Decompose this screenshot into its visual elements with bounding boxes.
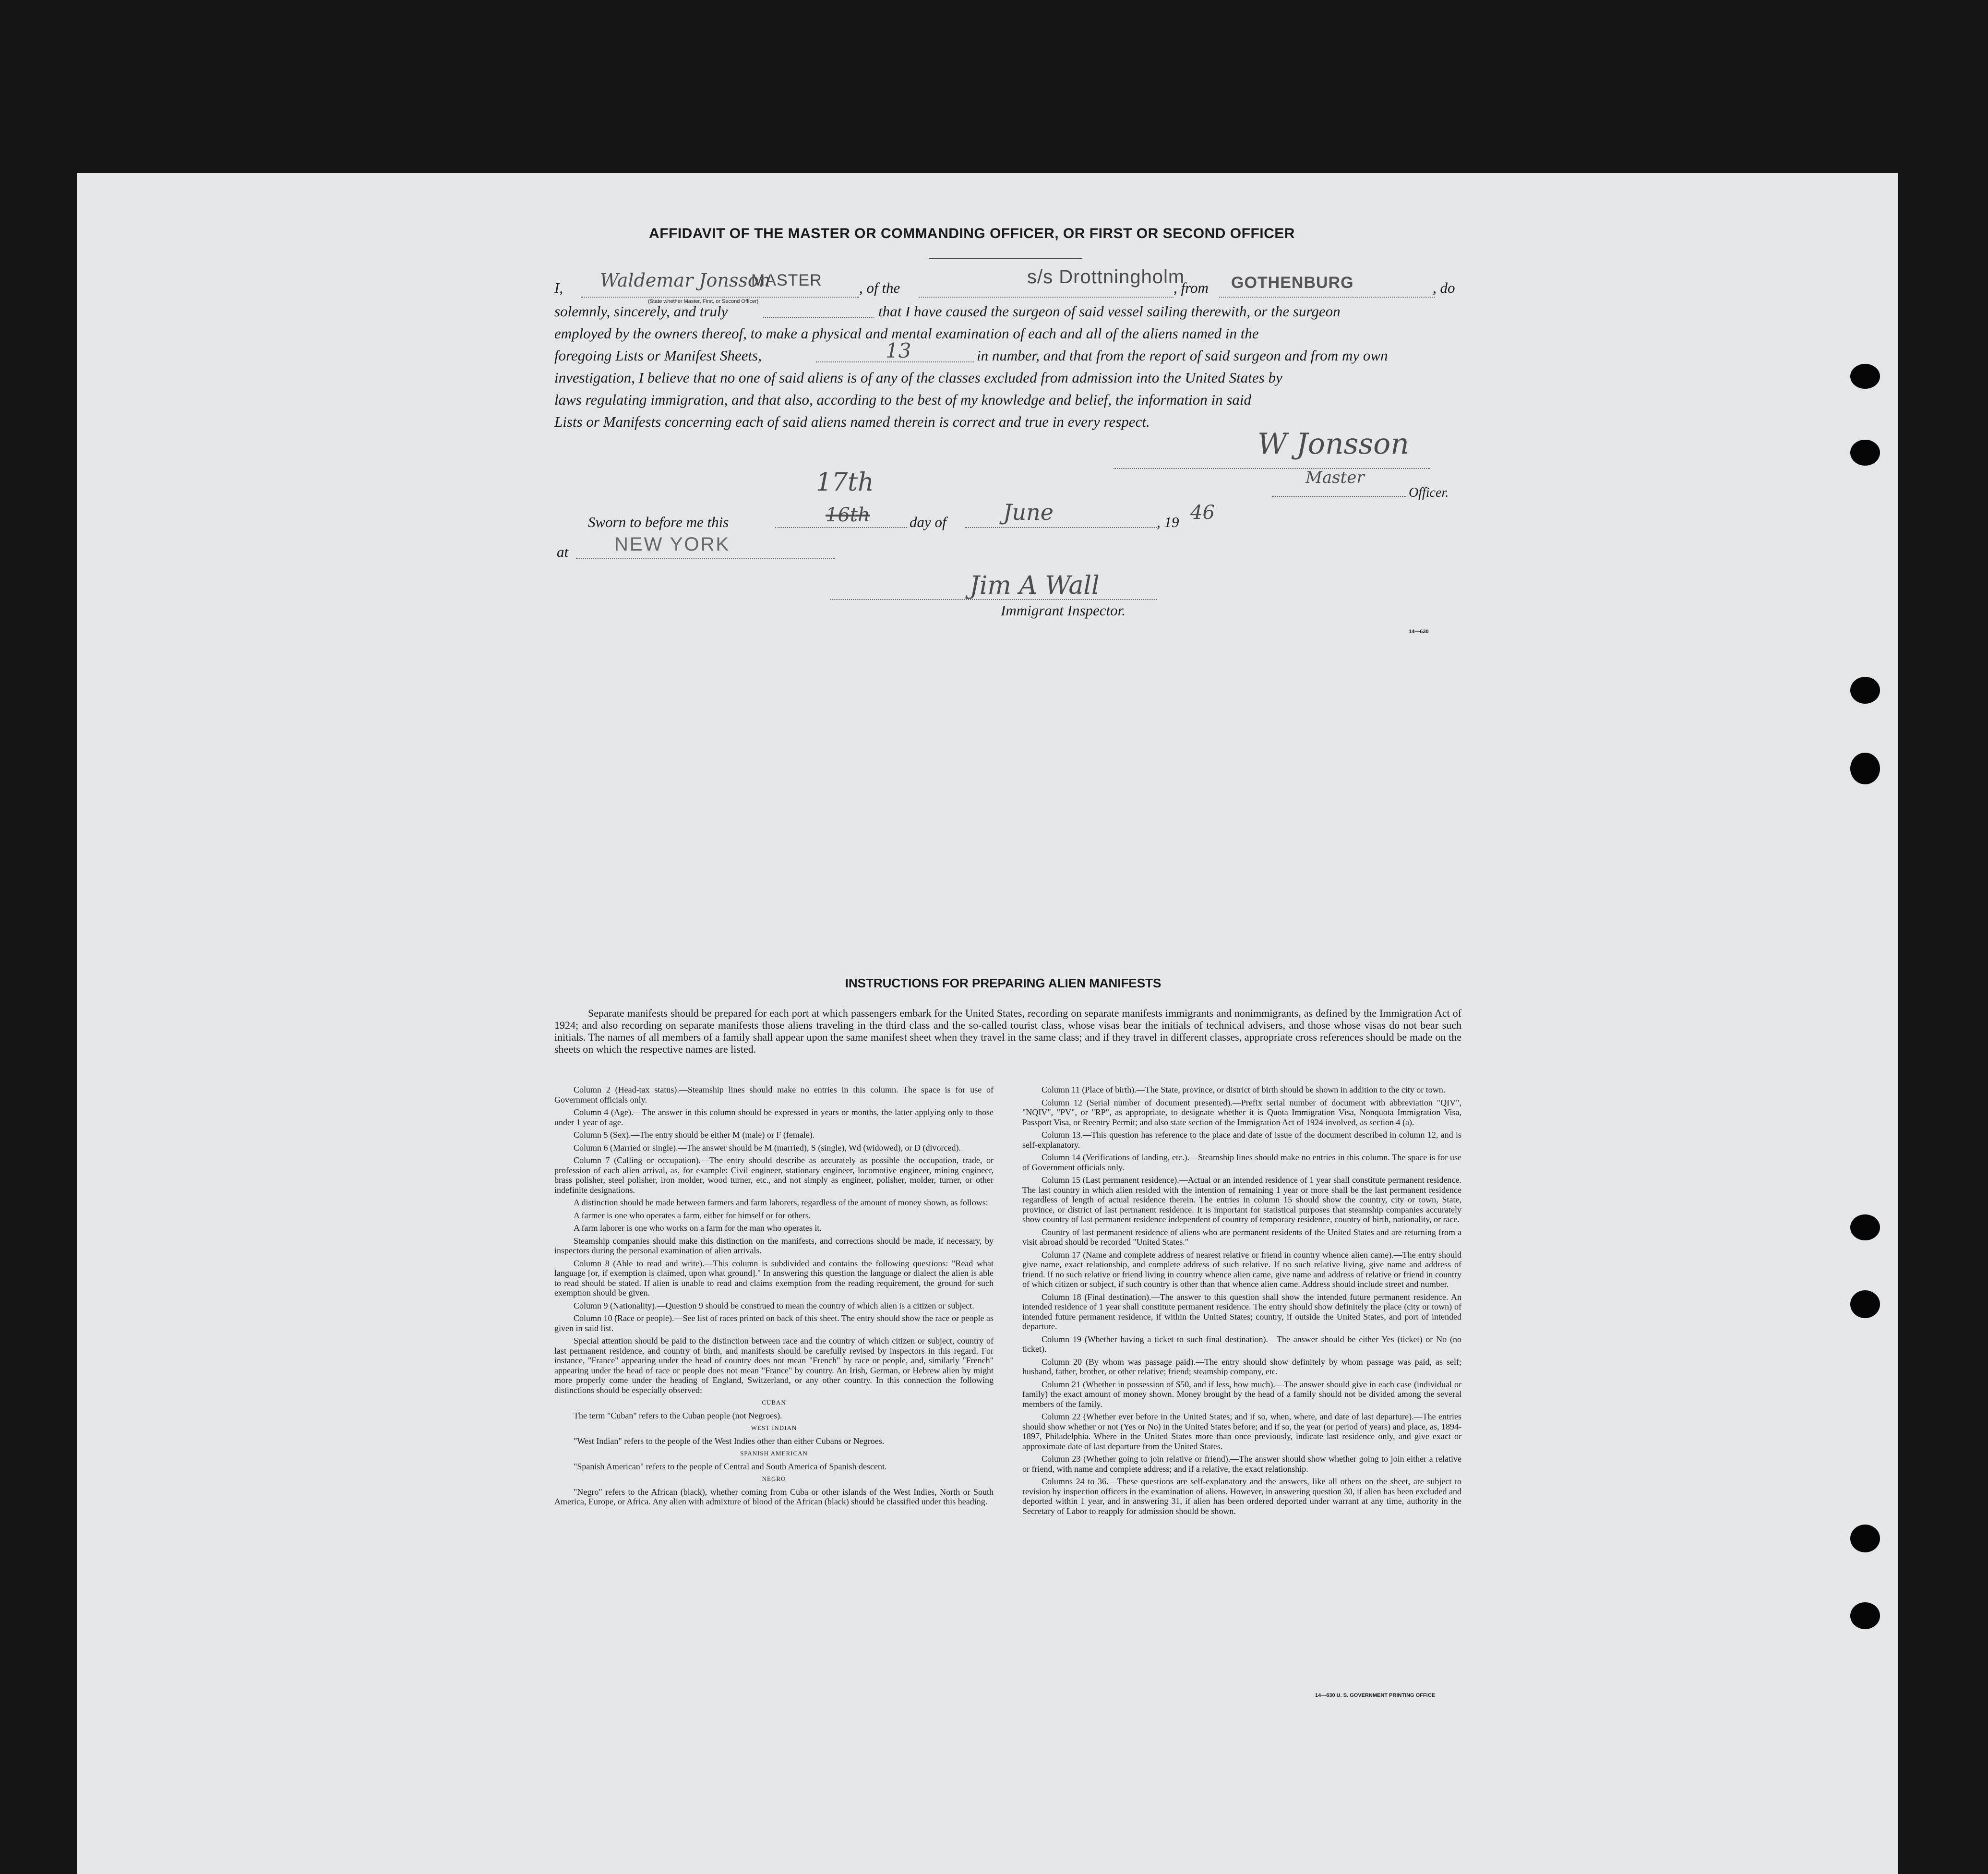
instructions-right-column [1022,1085,1461,1519]
line2b: that I have caused the surgeon of said vessel sailing therewith, or the surgeon [878,303,1341,320]
col19-text: Column 19 (Whether having a ticket to such final destination).—The answer should be either Yes (ticket) or No (no ticket). [1022,1334,1461,1354]
punch-hole [1850,1290,1880,1318]
line4b: in number, and that from the report of said surgeon and from my own [977,347,1388,364]
officer-label: Officer. [1409,485,1449,500]
col9-text: Column 9 (Nationality).—Question 9 should be construed to mean the country of which alien is a citizen or subject. [574,1300,974,1310]
form-code: 14—630 [1409,629,1429,635]
day-line [775,527,907,528]
instructions-left-column [554,1085,994,1510]
rank-note: (State whether Master, First, or Second Officer) [648,299,759,304]
col18-text: Column 18 (Final destination).—The answer to this question shall show the intended future permanent residence. An intended residence of 1 year shall constitute permanent residence. The entry should show definitely the place (city or town) of intended future permanent residence, if within the United States; country, if outside the United States, and port of intended departure. [1022,1292,1461,1331]
west-indian-heading: WEST INDIAN [751,1424,797,1431]
at-label: at [557,543,569,560]
punch-hole [1850,1525,1880,1552]
master-title-handwriting: Master [1305,468,1365,487]
sheets-line [816,361,974,362]
west-indian-text: "West Indian" refers to the people of the West Indies other than either Cubans or Negroes. [574,1436,885,1446]
vessel-line [919,297,1174,298]
master-signature-line [1114,468,1430,469]
col17-text: Column 17 (Name and complete address of nearest relative or friend in country whence alien came).—The entry should give name, exact relationship, and complete address of such relative. If no such relative living, give name and address of friend. If no such relative or friend living in country whence alien came, give name and address of relative or friend in country of which citizen or subject, if such country is other than that whence alien came. Address should include street and number. [1022,1249,1461,1289]
punch-hole [1850,440,1880,466]
col5-text: Column 5 (Sex).—The entry should be either M (male) or F (female). [574,1130,815,1140]
sworn-label: Sworn to before me this [588,514,729,530]
instructions-intro: Separate manifests should be prepared for each port at which passengers embark for the United States, recording on separate manifests immigrants and nonimmigrants, as defined by the Immigration Act of 1924; and also recording on separate manifests those aliens traveling in the third class and the so-called tourist class, whose visas bear the initials of technical advisers, and those whose visas do not bear such initials. The names of all members of a family shall appear upon the same manifest sheet when they travel in the same class; and if they travel in different classes, appropriate cross references should be made on the sheets on which the respective names are listed. [554,1007,1461,1055]
cuban-heading: CUBAN [762,1399,786,1406]
col21-text: Column 21 (Whether in possession of $50, and if less, how much).—The answer should give in each case (individual or family) the exact amount of money shown. Money brought by the head of a family should not be divided among the several members of the family. [1022,1379,1461,1409]
punch-hole [1850,753,1880,784]
gpo-footer: 14—630 U. S. GOVERNMENT PRINTING OFFICE [1315,1693,1435,1698]
place-line [576,558,835,559]
col8-text: Column 8 (Able to read and write).—This column is subdivided and contains the following questions: "Read what language [or, if exemption is claimed, upon what ground]." In answering this question the language or dialect the alien is able to read should be stated. If alien is unable to read and claims exemption from the reading requirement, the ground for such exemption should be given. [554,1258,994,1297]
country-residence-text: Country of last permanent residence of aliens who are permanent residents of the United States and are returning from a visit abroad should be recorded "United States." [1022,1227,1461,1247]
day-handwriting: 17th [816,468,874,497]
from-label: , from [1174,279,1209,296]
col15-text: Column 15 (Last permanent residence).—Actual or an intended residence of 1 year shall constitute permanent residence. The last country in which alien resided with the intention of remaining 1 year or more shall be the last permanent residence regardless of length of actual residence therein. The entries in column 15 should show the country, city or town, State, province, or district of last permanent residence. It is important for statistical purposes that steamship companies accurately show country of last permanent residence independent of country of temporary residence, country of birth, nationality, or race. [1022,1175,1461,1224]
port-line [1219,297,1435,298]
col6-text: Column 6 (Married or single).—The answer should be M (married), S (single), Wd (widowed), or D (divorced). [574,1142,961,1153]
signer-handwriting: Waldemar Jonsson [600,270,771,291]
day-crossed: 16th [826,504,870,526]
place-stamp: NEW YORK [614,534,731,555]
day-of-label: day of [910,514,946,530]
punch-hole [1850,1214,1880,1240]
col11-text: Column 11 (Place of birth).—The State, province, or district of birth should be shown in addition to the city or town. [1042,1085,1446,1094]
line2-blank [763,317,874,318]
negro-heading: NEGRO [762,1475,786,1482]
race-attention-text: Special attention should be paid to the distinction between race and the country of which citizen or subject, country of last permanent residence, and country of birth, and manifests should be carefully revised by inspectors in this regard. For instance, "France" appearing under the head of country does not mean "French" by race or people, and, similarly "French" appearing under the head of race or people does not mean "France" by country. An Irish, German, or Hebrew alien by might more properly come under the heading of England, Switzerland, or any other country. In this connection the following distinctions should be especially observed: [554,1336,994,1395]
farmer-text: A farmer is one who operates a farm, either for himself or for others. [574,1210,811,1220]
master-signature: W Jonsson [1257,427,1409,461]
title-rule [929,258,1082,259]
col4-text: Column 4 (Age).—The answer in this column should be expressed in years or months, the latter applying only to those under 1 year of age. [554,1107,994,1127]
punch-hole [1850,677,1880,704]
farm-distinction-text: A distinction should be made between farmers and farm laborers, regardless of the amount of money shown, as follows: [574,1198,988,1207]
cuban-text: The term "Cuban" refers to the Cuban people (not Negroes). [574,1410,782,1420]
line6: laws regulating immigration, and that also, according to the best of my knowledge and belief, the information in said [554,391,1252,408]
line4a: foregoing Lists or Manifest Sheets, [554,347,762,364]
year-handwriting: 46 [1190,502,1215,524]
col14-text: Column 14 (Verifications of landing, etc.).—Steamship lines should make no entries in this column. The space is for use of Government officials only. [1022,1153,1461,1172]
col10-text: Column 10 (Race or people).—See list of races printed on back of this sheet. The entry should show the race or people as given in said list. [554,1313,994,1333]
inspector-label: Immigrant Inspector. [1001,602,1126,619]
col13-text: Column 13.—This question has reference to the place and date of issue of the document described in column 12, and is self-explanatory. [1022,1130,1461,1150]
officer-line [1272,496,1406,497]
col23-text: Column 23 (Whether going to join relative or friend).—The answer should show whether going to join either a relative or friend, with name and complete address; and if a relative, the exact relationship. [1022,1454,1461,1474]
inspector-signature: Jim A Wall [970,571,1100,600]
punch-hole [1850,364,1880,389]
affidavit-title: AFFIDAVIT OF THE MASTER OR COMMANDING OFFICER, OR FIRST OR SECOND OFFICER [649,226,1295,241]
sheets-count: 13 [886,339,911,362]
farm-laborer-text: A farm laborer is one who works on a farm for the man who operates it. [574,1223,822,1233]
line2a: solemnly, sincerely, and truly [554,303,728,320]
punch-hole [1850,1602,1880,1629]
signer-line [581,297,859,298]
spanish-american-text: "Spanish American" refers to the people of Central and South America of Spanish descent. [574,1461,887,1471]
line-i: I, [554,279,563,296]
col24-36-text: Columns 24 to 36.—These questions are self-explanatory and the answers, like all others on the sheet, are subject to revision by inspection officers in the examination of aliens. However, in answering question 30, if alien has been excluded and deported within 1 year, and in answering 31, if alien has been ordered deported under warrant at any time, authority in the Secretary of Labor to reapply for admission should be shown. [1022,1477,1461,1516]
rank-stamp: MASTER [751,271,822,289]
line3: employed by the owners thereof, to make a physical and mental examination of each and all of the aliens named in the [554,325,1259,342]
line7: Lists or Manifests concerning each of said aliens named therein is correct and true in every respect. [554,413,1150,430]
negro-text: "Negro" refers to the African (black), whether coming from Cuba or other islands of the West Indies, North or South America, Europe, or Africa. Any alien with admixture of blood of the African (black) should be classified under this heading. [554,1487,994,1506]
do-label: , do [1433,279,1455,296]
instructions-title: INSTRUCTIONS FOR PREPARING ALIEN MANIFESTS [845,976,1162,990]
spanish-american-heading: SPANISH AMERICAN [740,1450,808,1457]
col2-text: Column 2 (Head-tax status).—Steamship lines should make no entries in this column. The space is for use of Government officials only. [554,1085,994,1105]
month-handwriting: June [1003,499,1054,525]
col20-text: Column 20 (By whom was passage paid).—The entry should show definitely by whom passage was paid, as self; husband, father, brother, or other relative; friend; steamship company, etc. [1022,1357,1461,1376]
col7-text: Column 7 (Calling or occupation).—The entry should describe as accurately as possible the occupation, trade, or profession of each alien arrival, as, for example: Civil engineer, stationary engineer, locomotive engineer, mining engineer, brass polisher, steel polisher, iron molder, wood turner, etc., and not simply as engineer, polisher, molder, turner, or other indefinite designations. [554,1155,994,1195]
vessel-name: s/s Drottningholm [1027,266,1185,288]
col12-text: Column 12 (Serial number of document presented).—Prefix serial number of document with abbreviation "QIV", "NQIV", "PV", or "RP", as appropriate, to designate whether it is Quota Immigration Visa, Nonquota Immigration Visa, Passport Visa, or Reentry Permit; and also state section of the Immigration Act of 1924 involved, as section 4 (a). [1022,1097,1461,1127]
steamship-text: Steamship companies should make this distinction on the manifests, and corrections should be made, if necessary, by inspectors during the personal examination of alien arrivals. [554,1236,994,1255]
col22-text: Column 22 (Whether ever before in the United States; and if so, when, where, and date of last departure).—The entries should show whether or not (Yes or No) in the United States before; and if so, the year (or period of years) and place, as, 1894-1897, Philadelphia. Where in the United States more than once previously, indicate last residence only, and give exact or approximate date of last departure from the United States. [1022,1412,1461,1451]
year-prefix: , 19 [1157,514,1179,530]
port-stamp: GOTHENBURG [1231,274,1354,292]
month-line [965,527,1157,528]
of-the-label: , of the [859,279,900,296]
line5: investigation, I believe that no one of said aliens is of any of the classes excluded from admission into the United States by [554,369,1282,386]
